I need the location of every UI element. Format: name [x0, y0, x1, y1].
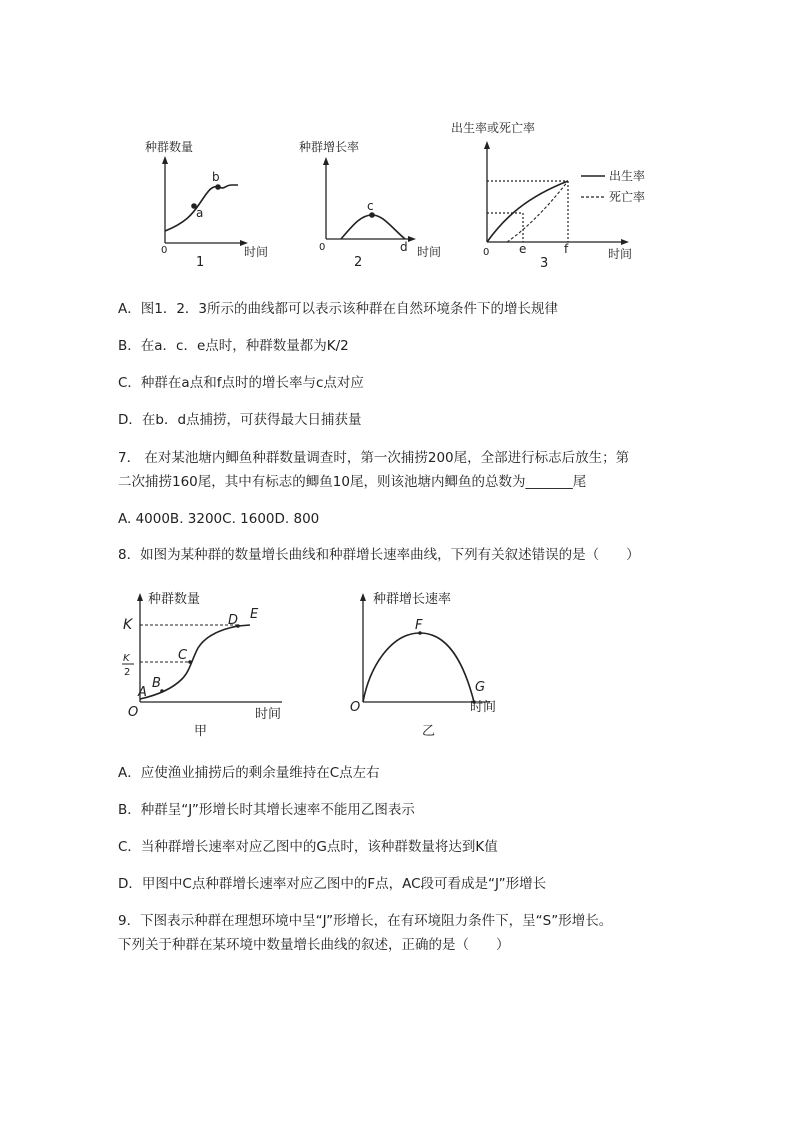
fig1-point-a: a — [196, 206, 204, 220]
q8-option-a: A．应使渔业捕捞后的剩余量维持在C点左右 — [118, 765, 380, 781]
fig3-point-e: e — [519, 242, 527, 256]
jia-y-label: 种群数量 — [148, 592, 201, 607]
fig2-point-c: c — [367, 199, 374, 213]
yi-origin: O — [350, 700, 361, 715]
yi-point-f: F — [415, 618, 423, 633]
figure-jia-population-curve — [110, 585, 310, 745]
fig1-caption: 1 — [196, 255, 205, 270]
q8-option-c: C．当种群增长速率对应乙图中的G点时，该种群数量将达到K值 — [118, 839, 498, 855]
q9-stem-line2: 下列关于种群在某环境中数量增长曲线的叙述，正确的是（ ） — [118, 937, 510, 953]
jia-y-arrow — [137, 593, 143, 601]
fig3-x-label: 时间 — [608, 247, 633, 261]
fig1-y-label: 种群数量 — [145, 140, 194, 154]
figure-yi-growth-rate-curve — [340, 585, 520, 745]
fig3-x-arrow — [621, 239, 629, 245]
yi-point-g: G — [475, 680, 486, 695]
jia-k-half-denominator: 2 — [124, 667, 131, 678]
figure-3-birth-death-rate — [445, 115, 665, 270]
jia-point-c: C — [178, 648, 188, 663]
figure-1-population-size — [140, 135, 280, 270]
fig2-point-d: d — [400, 240, 408, 254]
fig3-origin: 0 — [483, 247, 490, 258]
jia-caption: 甲 — [194, 724, 208, 739]
fig1-point-b-dot — [215, 184, 221, 190]
jia-k-label: K — [123, 617, 133, 633]
fig3-legend-birth: 出生率 — [609, 169, 646, 183]
q6-option-c: C．种群在a点和f点时的增长率与c点对应 — [118, 375, 364, 391]
jia-point-b: B — [152, 676, 161, 691]
fig1-y-arrow — [162, 156, 168, 164]
q7-stem-line1: 7． 在对某池塘内鲫鱼种群数量调查时，第一次捕捞200尾，全部进行标志后放生；第 — [118, 450, 630, 466]
fig2-y-label: 种群增长率 — [299, 140, 360, 154]
fig3-y-arrow — [484, 141, 490, 149]
jia-origin: O — [128, 705, 139, 720]
jia-k-half-numerator: K — [123, 653, 130, 664]
fig3-caption: 3 — [540, 256, 549, 271]
figure-2-growth-rate — [295, 135, 445, 270]
q8-option-d: D．甲图中C点种群增长速率对应乙图中的F点，AC段可看成是“J”形增长 — [118, 876, 547, 892]
jia-point-d: D — [228, 613, 239, 628]
fig3-death-rate-curve — [507, 181, 568, 242]
q7-options: A. 4000B. 3200C. 1600D. 800 — [118, 511, 320, 527]
fig2-x-arrow — [408, 236, 416, 242]
q8-stem: 8．如图为某种群的数量增长曲线和种群增长速率曲线，下列有关叙述错误的是（ ） — [118, 547, 640, 563]
jia-point-c-dot — [188, 660, 192, 664]
fig1-point-b: b — [212, 170, 220, 184]
fig1-x-label: 时间 — [244, 245, 269, 259]
fig3-y-label: 出生率或死亡率 — [451, 121, 536, 135]
yi-x-label: 时间 — [470, 700, 497, 715]
fig1-origin: 0 — [161, 245, 168, 256]
jia-x-label: 时间 — [255, 707, 282, 722]
q6-option-b: B．在a．c．e点时，种群数量都为K/2 — [118, 338, 349, 354]
q9-stem-line1: 9．下图表示种群在理想环境中呈“J”形增长，在有环境阻力条件下，呈“S”形增长。 — [118, 913, 613, 929]
fig2-hump-curve — [341, 215, 405, 239]
fig3-birth-rate-curve — [487, 181, 568, 242]
jia-point-e: E — [250, 607, 259, 622]
fig2-caption: 2 — [354, 255, 363, 270]
q7-stem-line2: 二次捕捞160尾，其中有标志的鲫鱼10尾，则该池塘内鲫鱼的总数为_______尾 — [118, 474, 587, 490]
yi-hump-curve — [363, 633, 474, 702]
fig3-legend-death: 死亡率 — [609, 190, 646, 204]
yi-y-label: 种群增长速率 — [373, 592, 452, 607]
fig2-x-label: 时间 — [417, 245, 442, 259]
q6-option-d: D．在b．d点捕捞，可获得最大日捕获量 — [118, 412, 362, 428]
jia-point-a: A — [138, 685, 147, 700]
fig3-point-f: f — [564, 242, 569, 256]
yi-y-arrow — [360, 593, 366, 601]
yi-caption: 乙 — [422, 724, 436, 739]
q8-option-b: B．种群呈“J”形增长时其增长速率不能用乙图表示 — [118, 802, 415, 818]
fig2-origin: 0 — [319, 242, 326, 253]
fig2-y-arrow — [323, 157, 329, 165]
fig2-point-c-dot — [369, 212, 375, 218]
q6-option-a: A．图1．2．3所示的曲线都可以表示该种群在自然环境条件下的增长规律 — [118, 301, 559, 317]
